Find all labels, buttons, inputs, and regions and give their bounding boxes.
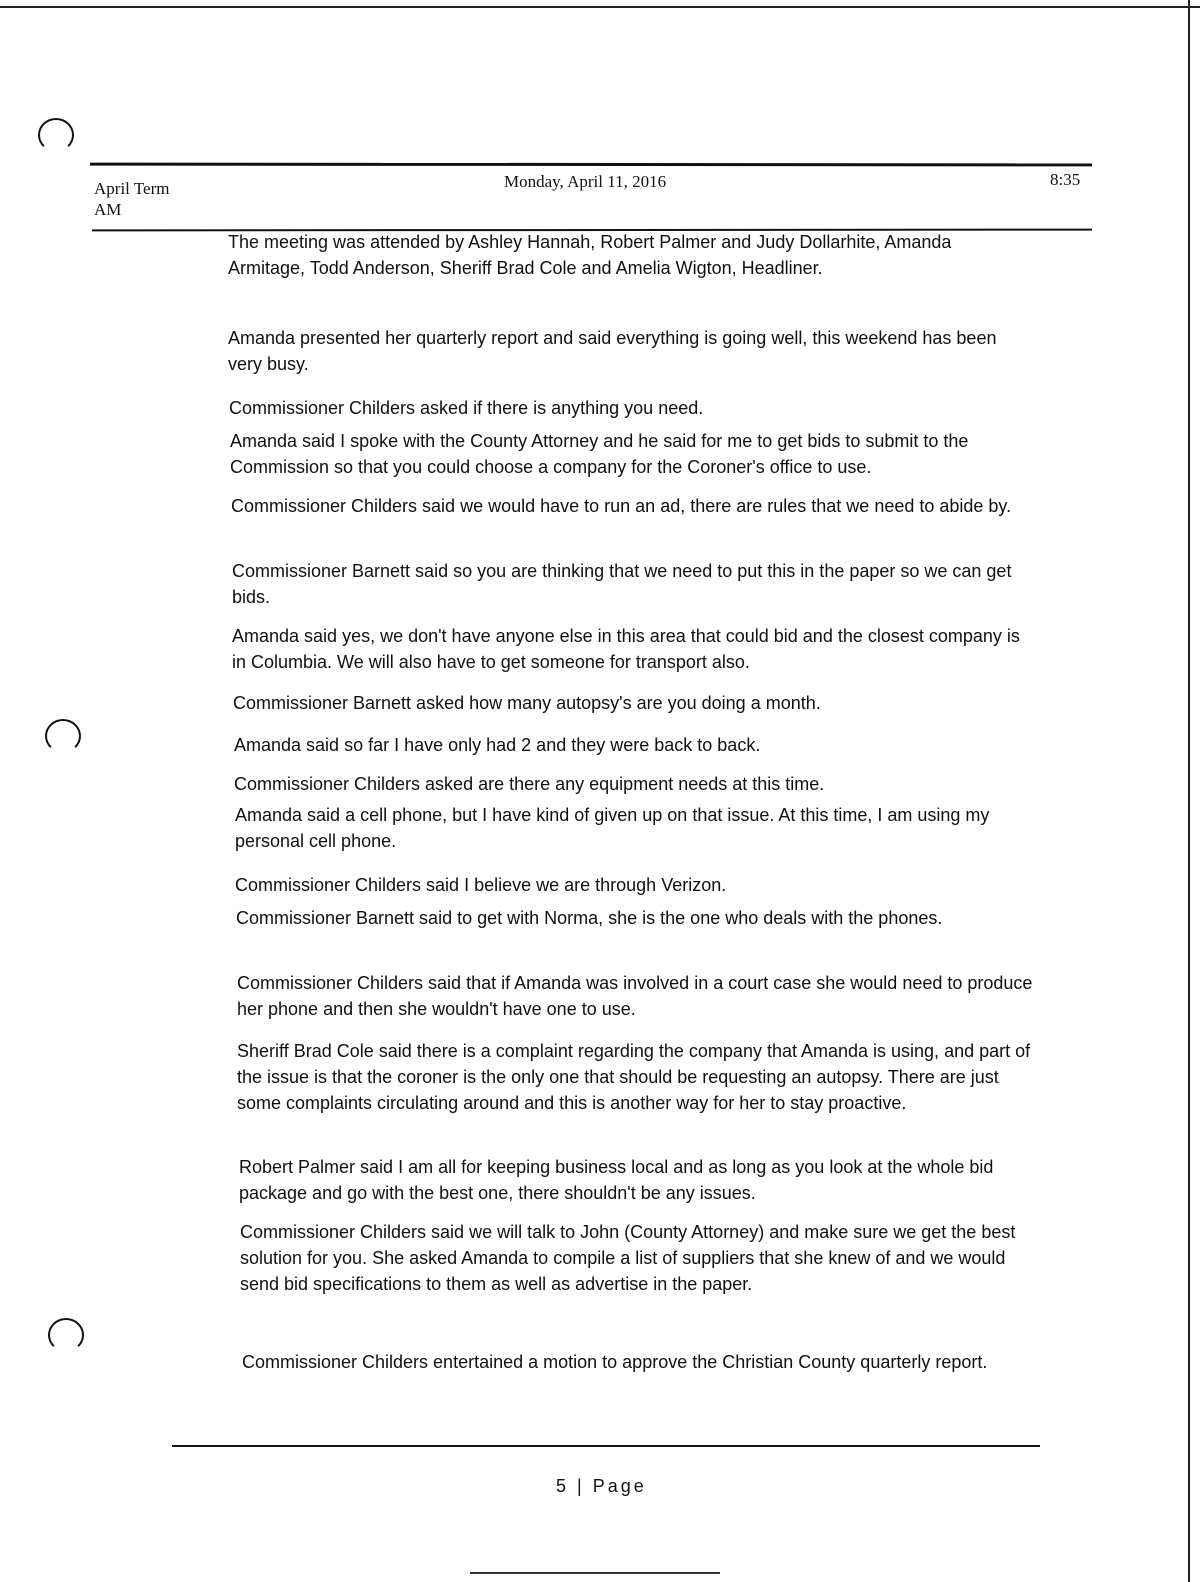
footer-rule — [172, 1445, 1040, 1447]
minutes-paragraph: Robert Palmer said I am all for keeping business local and as long as you look at the whole bid package and go with the best one, there shouldn't be any issues. — [239, 1157, 994, 1203]
minutes-paragraph: Amanda said yes, we don't have anyone else in this area that could bid and the closest company is in Columbia. We will also have to get someone for transport also. — [232, 626, 1020, 672]
minutes-paragraph: Commissioner Childers asked are there any equipment needs at this time. — [234, 774, 825, 794]
scan-edge-right — [1188, 0, 1190, 1582]
minutes-paragraph: Commissioner Childers said I believe we are through Verizon. — [235, 875, 727, 895]
minutes-paragraph: Commissioner Childers entertained a motion to approve the Christian County quarterly report. — [242, 1352, 988, 1372]
minutes-paragraph: Commissioner Childers said we would have to run an ad, there are rules that we need to abide by. — [231, 496, 1012, 516]
term-line-1: April Term — [94, 179, 170, 198]
term-line-2: AM — [94, 200, 122, 219]
minutes-paragraph: Amanda said so far I have only had 2 and they were back to back. — [234, 735, 761, 755]
header-rule-top — [90, 163, 1092, 167]
scan-edge-bottom — [470, 1572, 720, 1574]
header-term — [94, 178, 169, 220]
page-number: 5 | Page — [556, 1476, 647, 1496]
minutes-paragraph: Commissioner Childers said that if Amanda was involved in a court case she would need to produce her phone and then she wouldn't have one to use. — [237, 973, 1033, 1019]
minutes-paragraph: Amanda presented her quarterly report and said everything is going well, this weekend has been very busy. — [228, 328, 997, 374]
punch-hole-icon — [38, 118, 74, 152]
header-date: Monday, April 11, 2016 — [504, 172, 667, 191]
header-time: 8:35 — [1050, 170, 1081, 189]
scan-edge-top — [0, 6, 1200, 8]
punch-hole-icon — [45, 719, 81, 753]
minutes-paragraph: Amanda said I spoke with the County Attorney and he said for me to get bids to submit to the Commission so that you could choose a company for the Coroner's office to use. — [230, 431, 969, 477]
minutes-paragraph: Sheriff Brad Cole said there is a complaint regarding the company that Amanda is using, and part of the issue is that the coroner is the only one that should be requesting an autopsy. There are just some complaints circulating around and this is another way for her to stay proactive. — [237, 1041, 1031, 1113]
minutes-paragraph: Commissioner Childers said we will talk to John (County Attorney) and make sure we get the best solution for you. She asked Amanda to compile a list of suppliers that she knew of and we would send bid specifications to them as well as advertise in the paper. — [240, 1222, 1016, 1294]
minutes-paragraph: Commissioner Barnett said to get with Norma, she is the one who deals with the phones. — [236, 908, 943, 928]
minutes-paragraph: Commissioner Barnett said so you are thinking that we need to put this in the paper so we can get bids. — [232, 561, 1012, 607]
minutes-paragraph: Commissioner Childers asked if there is anything you need. — [229, 398, 704, 418]
punch-hole-icon — [48, 1318, 84, 1352]
minutes-paragraph: Amanda said a cell phone, but I have kind of given up on that issue. At this time, I am using my personal cell phone. — [235, 805, 990, 851]
attendance-paragraph: The meeting was attended by Ashley Hannah, Robert Palmer and Judy Dollarhite, Amanda Armitage, Todd Anderson, Sheriff Brad Cole and Amelia Wigton, Headliner. — [228, 232, 952, 278]
minutes-paragraph: Commissioner Barnett asked how many autopsy's are you doing a month. — [233, 693, 821, 713]
